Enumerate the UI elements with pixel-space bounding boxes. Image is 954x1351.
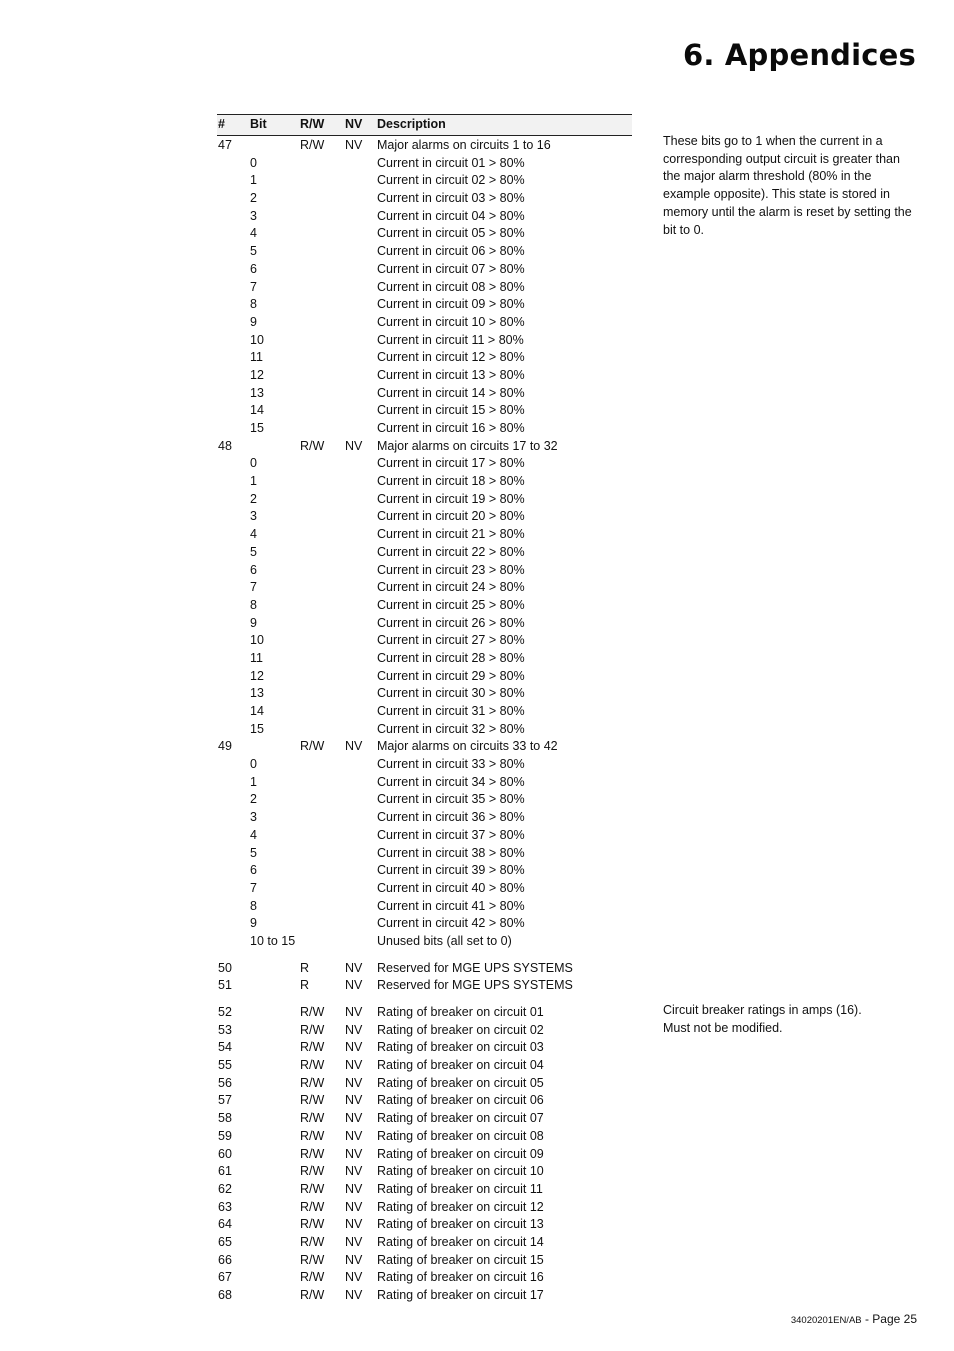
cell-bit: 2 — [250, 191, 257, 206]
cell-bit: 4 — [250, 527, 257, 542]
header-bit: Bit — [250, 117, 267, 131]
cell-number: 52 — [218, 1005, 232, 1019]
cell-description: Current in circuit 05 > 80% — [377, 226, 525, 241]
table-row — [217, 313, 632, 331]
cell-description: Current in circuit 17 > 80% — [377, 456, 525, 471]
cell-description: Current in circuit 13 > 80% — [377, 367, 525, 382]
table-row — [217, 844, 632, 862]
table-row — [217, 596, 632, 614]
table-row — [217, 278, 632, 296]
cell-number: 56 — [218, 1075, 232, 1090]
cell-description: Current in circuit 22 > 80% — [377, 544, 525, 559]
register-table — [217, 114, 632, 1304]
cell-bit: 9 — [250, 916, 257, 931]
cell-description: Rating of breaker on circuit 02 — [377, 1022, 544, 1037]
cell-nv: NV — [345, 1199, 363, 1214]
cell-nv: NV — [345, 1217, 363, 1232]
cell-bit: 3 — [250, 810, 257, 825]
table-row — [217, 1038, 632, 1056]
table-row — [217, 720, 632, 738]
table-row — [217, 507, 632, 525]
major-alarms-note: These bits go to 1 when the current in a corresponding output circuit is greater than the major alarm threshold (80% in the example opposite). This state is stored in memory until the alarm is reset by setting the bit to 0. — [663, 134, 912, 237]
cell-number: 50 — [218, 960, 232, 975]
cell-number: 68 — [218, 1288, 232, 1302]
cell-bit: 1 — [250, 474, 257, 489]
cell-number: 60 — [218, 1146, 232, 1161]
cell-description: Rating of breaker on circuit 17 — [377, 1288, 544, 1302]
cell-description: Major alarms on circuits 1 to 16 — [377, 138, 551, 152]
cell-description: Current in circuit 27 > 80% — [377, 633, 525, 648]
cell-description: Current in circuit 30 > 80% — [377, 686, 525, 701]
cell-description: Current in circuit 25 > 80% — [377, 597, 525, 612]
breaker-ratings-note-line2: Must not be modified. — [663, 1020, 783, 1035]
table-row — [217, 1074, 632, 1092]
cell-bit: 4 — [250, 827, 257, 842]
cell-rw: R/W — [300, 1164, 325, 1179]
cell-rw: R/W — [300, 739, 325, 754]
cell-description: Current in circuit 14 > 80% — [377, 385, 525, 400]
cell-bit: 14 — [250, 403, 264, 418]
cell-number: 64 — [218, 1217, 232, 1232]
cell-rw: R/W — [300, 138, 325, 152]
cell-rw: R/W — [300, 1005, 325, 1019]
cell-number: 53 — [218, 1022, 232, 1037]
cell-description: Current in circuit 18 > 80% — [377, 474, 525, 489]
doc-code: 34020201EN/AB — [790, 1315, 862, 1326]
cell-bit: 3 — [250, 208, 257, 223]
cell-description: Rating of breaker on circuit 13 — [377, 1217, 544, 1232]
cell-bit: 7 — [250, 279, 257, 294]
table-row — [217, 1021, 632, 1039]
cell-rw: R/W — [300, 1058, 325, 1073]
cell-description: Current in circuit 28 > 80% — [377, 650, 525, 665]
cell-nv: NV — [345, 1075, 363, 1090]
table-row — [217, 667, 632, 685]
table-row — [217, 649, 632, 667]
table-row — [217, 1145, 632, 1163]
cell-nv: NV — [345, 438, 363, 453]
cell-description: Rating of breaker on circuit 10 — [377, 1164, 544, 1179]
cell-number: 57 — [218, 1093, 232, 1108]
table-row — [217, 454, 632, 472]
cell-description: Current in circuit 42 > 80% — [377, 916, 525, 931]
cell-number: 47 — [218, 138, 232, 152]
cell-description: Current in circuit 19 > 80% — [377, 491, 525, 506]
breaker-ratings-note-line1: Circuit breaker ratings in amps (16). — [663, 1003, 862, 1017]
cell-description: Rating of breaker on circuit 14 — [377, 1234, 544, 1249]
table-row — [217, 702, 632, 720]
cell-bit: 13 — [250, 385, 264, 400]
cell-number: 66 — [218, 1252, 232, 1267]
cell-bit: 2 — [250, 792, 257, 807]
table-row — [217, 525, 632, 543]
cell-number: 55 — [218, 1058, 232, 1073]
cell-nv: NV — [345, 1252, 363, 1267]
page-number: - Page 25 — [861, 1312, 917, 1326]
cell-description: Current in circuit 03 > 80% — [377, 191, 525, 206]
table-row — [217, 737, 632, 755]
cell-nv: NV — [345, 1164, 363, 1179]
cell-rw: R/W — [300, 1128, 325, 1143]
cell-bit: 5 — [250, 845, 257, 860]
cell-rw: R/W — [300, 1288, 325, 1302]
cell-bit: 10 — [250, 332, 264, 347]
cell-bit: 15 — [250, 421, 264, 435]
cell-rw: R/W — [300, 1217, 325, 1232]
table-row — [217, 1286, 632, 1304]
cell-number: 63 — [218, 1199, 232, 1214]
cell-number: 54 — [218, 1040, 232, 1055]
cell-bit: 6 — [250, 863, 257, 878]
cell-description: Current in circuit 08 > 80% — [377, 279, 525, 294]
cell-description: Rating of breaker on circuit 05 — [377, 1075, 544, 1090]
cell-number: 58 — [218, 1111, 232, 1126]
cell-rw: R — [300, 978, 310, 993]
table-row — [217, 189, 632, 207]
cell-description: Current in circuit 34 > 80% — [377, 774, 525, 789]
table-row — [217, 419, 632, 437]
table-row — [217, 1127, 632, 1145]
cell-bit: 14 — [250, 704, 264, 718]
cell-number: 49 — [218, 739, 232, 754]
cell-description: Rating of breaker on circuit 09 — [377, 1146, 544, 1161]
table-row — [217, 348, 632, 366]
table-row — [217, 171, 632, 189]
table-row — [217, 1233, 632, 1251]
cell-nv: NV — [345, 1058, 363, 1073]
table-row — [217, 1215, 632, 1233]
table-row — [217, 207, 632, 225]
page-footer — [791, 1312, 917, 1326]
table-row — [217, 631, 632, 649]
header-number: # — [218, 117, 225, 131]
cell-nv: NV — [345, 978, 363, 993]
table-row — [217, 366, 632, 384]
cell-rw: R/W — [300, 1252, 325, 1267]
cell-description: Rating of breaker on circuit 11 — [377, 1181, 543, 1196]
cell-description: Current in circuit 09 > 80% — [377, 297, 525, 312]
table-row — [217, 897, 632, 915]
cell-bit: 11 — [250, 650, 263, 665]
cell-description: Rating of breaker on circuit 06 — [377, 1093, 544, 1108]
table-row — [217, 914, 632, 932]
cell-bit: 0 — [250, 155, 257, 170]
table-row — [217, 331, 632, 349]
cell-bit: 12 — [250, 367, 264, 382]
cell-bit: 13 — [250, 686, 264, 701]
table-row — [217, 808, 632, 826]
cell-bit: 6 — [250, 562, 257, 577]
table-row — [217, 959, 632, 977]
cell-bit: 7 — [250, 580, 257, 595]
cell-rw: R/W — [300, 1199, 325, 1214]
cell-description: Current in circuit 32 > 80% — [377, 721, 525, 736]
table-row — [217, 401, 632, 419]
cell-bit: 1 — [250, 774, 257, 789]
cell-description: Current in circuit 07 > 80% — [377, 261, 525, 276]
cell-description: Current in circuit 35 > 80% — [377, 792, 525, 807]
cell-bit: 8 — [250, 297, 257, 312]
table-row — [217, 826, 632, 844]
cell-number: 51 — [218, 978, 232, 993]
cell-description: Rating of breaker on circuit 04 — [377, 1058, 544, 1073]
table-row — [217, 1109, 632, 1127]
table-body — [217, 136, 632, 1304]
cell-bit: 0 — [250, 757, 257, 772]
table-row — [217, 384, 632, 402]
cell-description: Rating of breaker on circuit 03 — [377, 1040, 544, 1055]
table-row — [217, 136, 632, 154]
cell-rw: R/W — [300, 1234, 325, 1249]
table-row — [217, 614, 632, 632]
cell-description: Current in circuit 40 > 80% — [377, 880, 525, 895]
table-row — [217, 1268, 632, 1286]
cell-description: Reserved for MGE UPS SYSTEMS — [377, 960, 573, 975]
cell-bit: 7 — [250, 880, 257, 895]
cell-nv: NV — [345, 1181, 363, 1196]
cell-bit: 15 — [250, 721, 264, 736]
cell-rw: R — [300, 960, 310, 975]
table-row — [217, 932, 632, 950]
cell-bit: 5 — [250, 244, 257, 259]
cell-description: Current in circuit 16 > 80% — [377, 421, 525, 435]
table-gap — [217, 950, 632, 959]
cell-nv: NV — [345, 960, 363, 975]
cell-rw: R/W — [300, 438, 325, 453]
cell-rw: R/W — [300, 1181, 325, 1196]
cell-nv: NV — [345, 1270, 363, 1285]
cell-bit: 11 — [250, 350, 263, 365]
cell-description: Current in circuit 20 > 80% — [377, 509, 525, 524]
table-row — [217, 1162, 632, 1180]
cell-description: Current in circuit 31 > 80% — [377, 704, 525, 718]
table-row — [217, 755, 632, 773]
table-row — [217, 879, 632, 897]
cell-bit: 3 — [250, 509, 257, 524]
cell-number: 62 — [218, 1181, 232, 1196]
cell-description: Current in circuit 41 > 80% — [377, 898, 525, 913]
cell-rw: R/W — [300, 1270, 325, 1285]
cell-description: Current in circuit 21 > 80% — [377, 527, 525, 542]
table-row — [217, 1056, 632, 1074]
cell-bit: 4 — [250, 226, 257, 241]
cell-description: Major alarms on circuits 33 to 42 — [377, 739, 558, 754]
cell-bit: 8 — [250, 898, 257, 913]
cell-bit: 6 — [250, 261, 257, 276]
cell-description: Current in circuit 11 > 80% — [377, 332, 524, 347]
cell-number: 59 — [218, 1128, 232, 1143]
table-row — [217, 224, 632, 242]
cell-bit: 12 — [250, 668, 264, 683]
header-rw: R/W — [300, 117, 325, 131]
cell-bit: 8 — [250, 597, 257, 612]
cell-bit: 10 — [250, 633, 264, 648]
cell-description: Current in circuit 36 > 80% — [377, 810, 525, 825]
breaker-ratings-note — [663, 1002, 918, 1037]
cell-bit: 1 — [250, 173, 257, 188]
cell-nv: NV — [345, 1093, 363, 1108]
cell-description: Major alarms on circuits 17 to 32 — [377, 438, 558, 453]
cell-nv: NV — [345, 1040, 363, 1055]
cell-number: 48 — [218, 438, 232, 453]
table-row — [217, 154, 632, 172]
cell-bit: 2 — [250, 491, 257, 506]
cell-description: Current in circuit 23 > 80% — [377, 562, 525, 577]
table-row — [217, 790, 632, 808]
cell-description: Rating of breaker on circuit 01 — [377, 1005, 544, 1019]
table-row — [217, 543, 632, 561]
cell-description: Reserved for MGE UPS SYSTEMS — [377, 978, 573, 993]
cell-bit: 0 — [250, 456, 257, 471]
cell-rw: R/W — [300, 1146, 325, 1161]
table-row — [217, 1091, 632, 1109]
cell-description: Current in circuit 26 > 80% — [377, 615, 525, 630]
table-row — [217, 472, 632, 490]
cell-description: Rating of breaker on circuit 07 — [377, 1111, 544, 1126]
cell-rw: R/W — [300, 1040, 325, 1055]
cell-nv: NV — [345, 1128, 363, 1143]
cell-description: Current in circuit 04 > 80% — [377, 208, 525, 223]
header-description: Description — [377, 117, 446, 131]
cell-description: Rating of breaker on circuit 15 — [377, 1252, 544, 1267]
table-row — [217, 490, 632, 508]
table-gap — [217, 994, 632, 1003]
table-row — [217, 976, 632, 994]
cell-bit: 5 — [250, 544, 257, 559]
cell-nv: NV — [345, 1288, 363, 1302]
cell-number: 67 — [218, 1270, 232, 1285]
table-row — [217, 561, 632, 579]
cell-nv: NV — [345, 1111, 363, 1126]
cell-description: Current in circuit 15 > 80% — [377, 403, 525, 418]
cell-nv: NV — [345, 739, 363, 754]
cell-bit: 9 — [250, 615, 257, 630]
cell-nv: NV — [345, 1234, 363, 1249]
table-row — [217, 684, 632, 702]
cell-description: Current in circuit 39 > 80% — [377, 863, 525, 878]
cell-description: Current in circuit 24 > 80% — [377, 580, 525, 595]
cell-rw: R/W — [300, 1022, 325, 1037]
cell-rw: R/W — [300, 1111, 325, 1126]
table-row — [217, 260, 632, 278]
cell-description: Current in circuit 10 > 80% — [377, 314, 525, 329]
cell-nv: NV — [345, 1005, 363, 1019]
cell-rw: R/W — [300, 1093, 325, 1108]
table-row — [217, 242, 632, 260]
cell-rw: R/W — [300, 1075, 325, 1090]
header-nv: NV — [345, 117, 363, 131]
cell-description: Rating of breaker on circuit 12 — [377, 1199, 544, 1214]
cell-bit: 9 — [250, 314, 257, 329]
table-header — [217, 114, 632, 136]
cell-bit: 10 to 15 — [250, 933, 296, 948]
table-row — [217, 861, 632, 879]
cell-number: 65 — [218, 1234, 232, 1249]
cell-nv: NV — [345, 138, 363, 152]
table-row — [217, 437, 632, 455]
table-row — [217, 578, 632, 596]
page-title: 6. Appendices — [683, 38, 916, 72]
cell-description: Rating of breaker on circuit 16 — [377, 1270, 544, 1285]
table-row — [217, 1003, 632, 1021]
cell-description: Current in circuit 06 > 80% — [377, 244, 525, 259]
cell-number: 61 — [218, 1164, 232, 1179]
table-row — [217, 1251, 632, 1269]
cell-description: Current in circuit 02 > 80% — [377, 173, 525, 188]
cell-description: Current in circuit 12 > 80% — [377, 350, 525, 365]
cell-description: Current in circuit 38 > 80% — [377, 845, 525, 860]
table-row — [217, 295, 632, 313]
cell-description: Current in circuit 29 > 80% — [377, 668, 525, 683]
cell-description: Current in circuit 33 > 80% — [377, 757, 525, 772]
table-row — [217, 773, 632, 791]
cell-description: Rating of breaker on circuit 08 — [377, 1128, 544, 1143]
table-row — [217, 1180, 632, 1198]
cell-description: Current in circuit 01 > 80% — [377, 155, 525, 170]
cell-nv: NV — [345, 1146, 363, 1161]
table-row — [217, 1198, 632, 1216]
cell-nv: NV — [345, 1022, 363, 1037]
cell-description: Unused bits (all set to 0) — [377, 933, 512, 948]
cell-description: Current in circuit 37 > 80% — [377, 827, 525, 842]
